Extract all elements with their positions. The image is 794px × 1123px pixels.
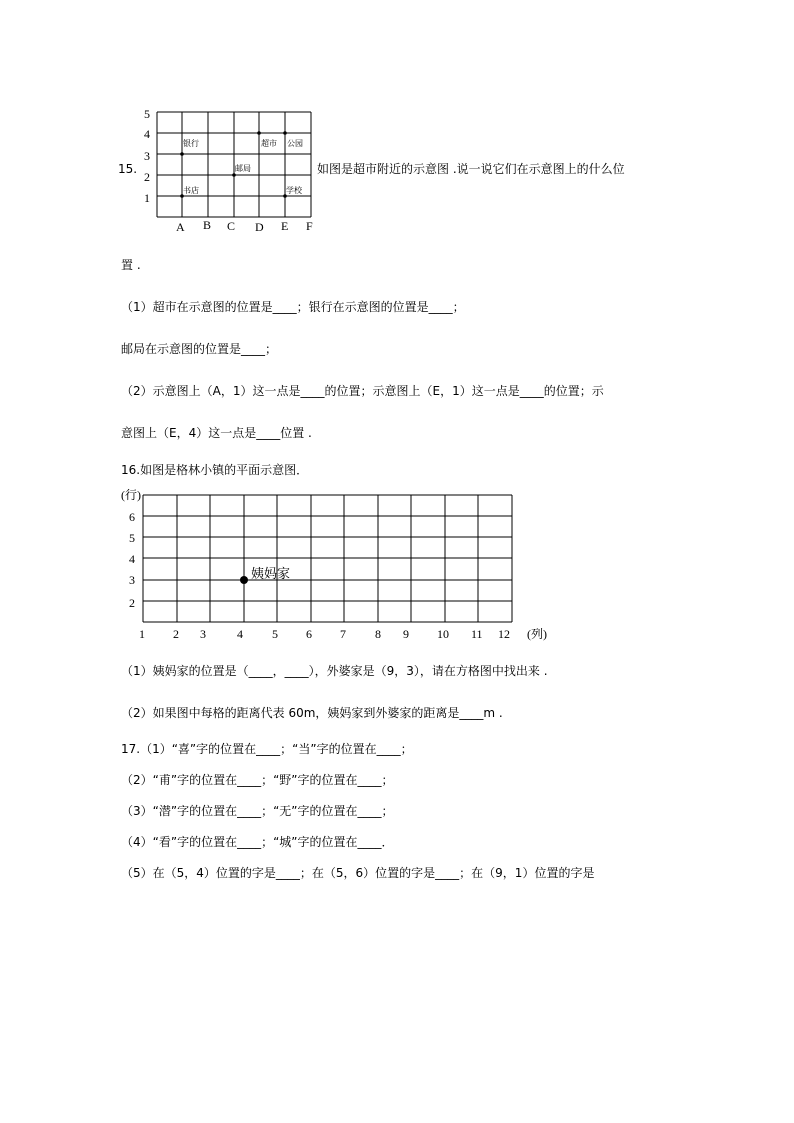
q15-y-label-2: 2 <box>144 170 150 184</box>
q17-line4: （4）“看”字的位置在____；“城”字的位置在____． <box>121 835 394 849</box>
q16-x-label-3: 3 <box>200 627 206 641</box>
q15-map-grid <box>140 104 330 234</box>
q15-label-park: 公园 <box>287 139 303 148</box>
q17-line3: （3）“潜”字的位置在____；“无”字的位置在____； <box>121 804 394 818</box>
q15-label-supermarket: 超市 <box>261 139 277 148</box>
q15-label-bank: 银行 <box>183 139 199 148</box>
q16-x-label-10: 10 <box>437 627 449 641</box>
q15-point-bank <box>180 152 184 156</box>
q15-y-label-4: 4 <box>144 127 150 141</box>
q16-x-label-8: 8 <box>375 627 381 641</box>
q16-x-label-1: 1 <box>139 627 145 641</box>
q16-y-label-2: 2 <box>129 596 135 610</box>
q15-x-label-D: D <box>255 220 264 234</box>
q16-x-label-9: 9 <box>403 627 409 641</box>
q15-number: 15. <box>118 162 138 176</box>
q15-point-supermarket <box>257 131 261 135</box>
q16-part2: （2）如果图中每格的距离代表 60m，姨妈家到外婆家的距离是____m . <box>121 706 503 720</box>
q16-col-unit: (列) <box>527 627 547 641</box>
q15-intro-continued: 置 . <box>121 258 141 272</box>
q16-x-label-2: 2 <box>173 627 179 641</box>
q15-y-label-3: 3 <box>144 149 150 163</box>
q15-point-post <box>232 173 236 177</box>
q15-label-post: 邮局 <box>235 164 251 173</box>
q16-x-label-7: 7 <box>340 627 346 641</box>
q16-y-label-6: 6 <box>129 510 135 524</box>
q16-part1: （1）姨妈家的位置是（____，____），外婆家是（9，3），请在方格图中找出来 . <box>121 664 548 678</box>
q16-title: 16.如图是格林小镇的平面示意图． <box>121 463 309 477</box>
q15-part1-line1: （1）超市在示意图的位置是____；银行在示意图的位置是____； <box>121 300 465 314</box>
q16-label-aunt-home: 姨妈家 <box>251 567 291 582</box>
q16-y-label-5: 5 <box>129 531 135 545</box>
q16-y-label-3: 3 <box>129 573 135 587</box>
q15-part2-line1: （2）示意图上（A，1）这一点是____的位置；示意图上（E，1）这一点是____的位置；示 <box>121 384 604 398</box>
q16-x-label-6: 6 <box>306 627 312 641</box>
q15-point-park <box>283 131 287 135</box>
q17-line2: （2）“甫”字的位置在____；“野”字的位置在____； <box>121 773 394 787</box>
q16-point-aunt-home <box>240 576 248 584</box>
q16-x-label-5: 5 <box>272 627 278 641</box>
q17-line1: 17.（1）“喜”字的位置在____；“当”字的位置在____； <box>121 742 413 756</box>
q15-label-school: 学校 <box>286 186 302 195</box>
q15-y-label-5: 5 <box>144 107 150 121</box>
q16-x-label-11: 11 <box>471 627 483 641</box>
q15-intro: 如图是超市附近的示意图 .说一说它们在示意图上的什么位 <box>317 162 625 176</box>
q16-y-label-4: 4 <box>129 552 135 566</box>
q15-part2-line2: 意图上（E，4）这一点是____位置 . <box>121 426 312 440</box>
q15-label-bookstore: 书店 <box>183 186 199 195</box>
q17-line5: （5）在（5，4）位置的字是____；在（5，6）位置的字是____；在（9，1）位置的字是 <box>121 866 595 880</box>
q15-x-label-C: C <box>227 219 236 233</box>
q15-part1-line2: 邮局在示意图的位置是____； <box>121 342 278 356</box>
q16-x-label-12: 12 <box>498 627 510 641</box>
q15-y-label-1: 1 <box>144 191 150 205</box>
q15-x-label-F: F <box>306 219 313 233</box>
q16-x-label-4: 4 <box>237 627 243 641</box>
q15-x-label-E: E <box>281 219 289 233</box>
q15-x-label-B: B <box>203 218 212 232</box>
q15-x-label-A: A <box>176 220 185 234</box>
q16-row-unit: (行) <box>121 488 141 502</box>
q16-town-grid <box>118 486 568 646</box>
